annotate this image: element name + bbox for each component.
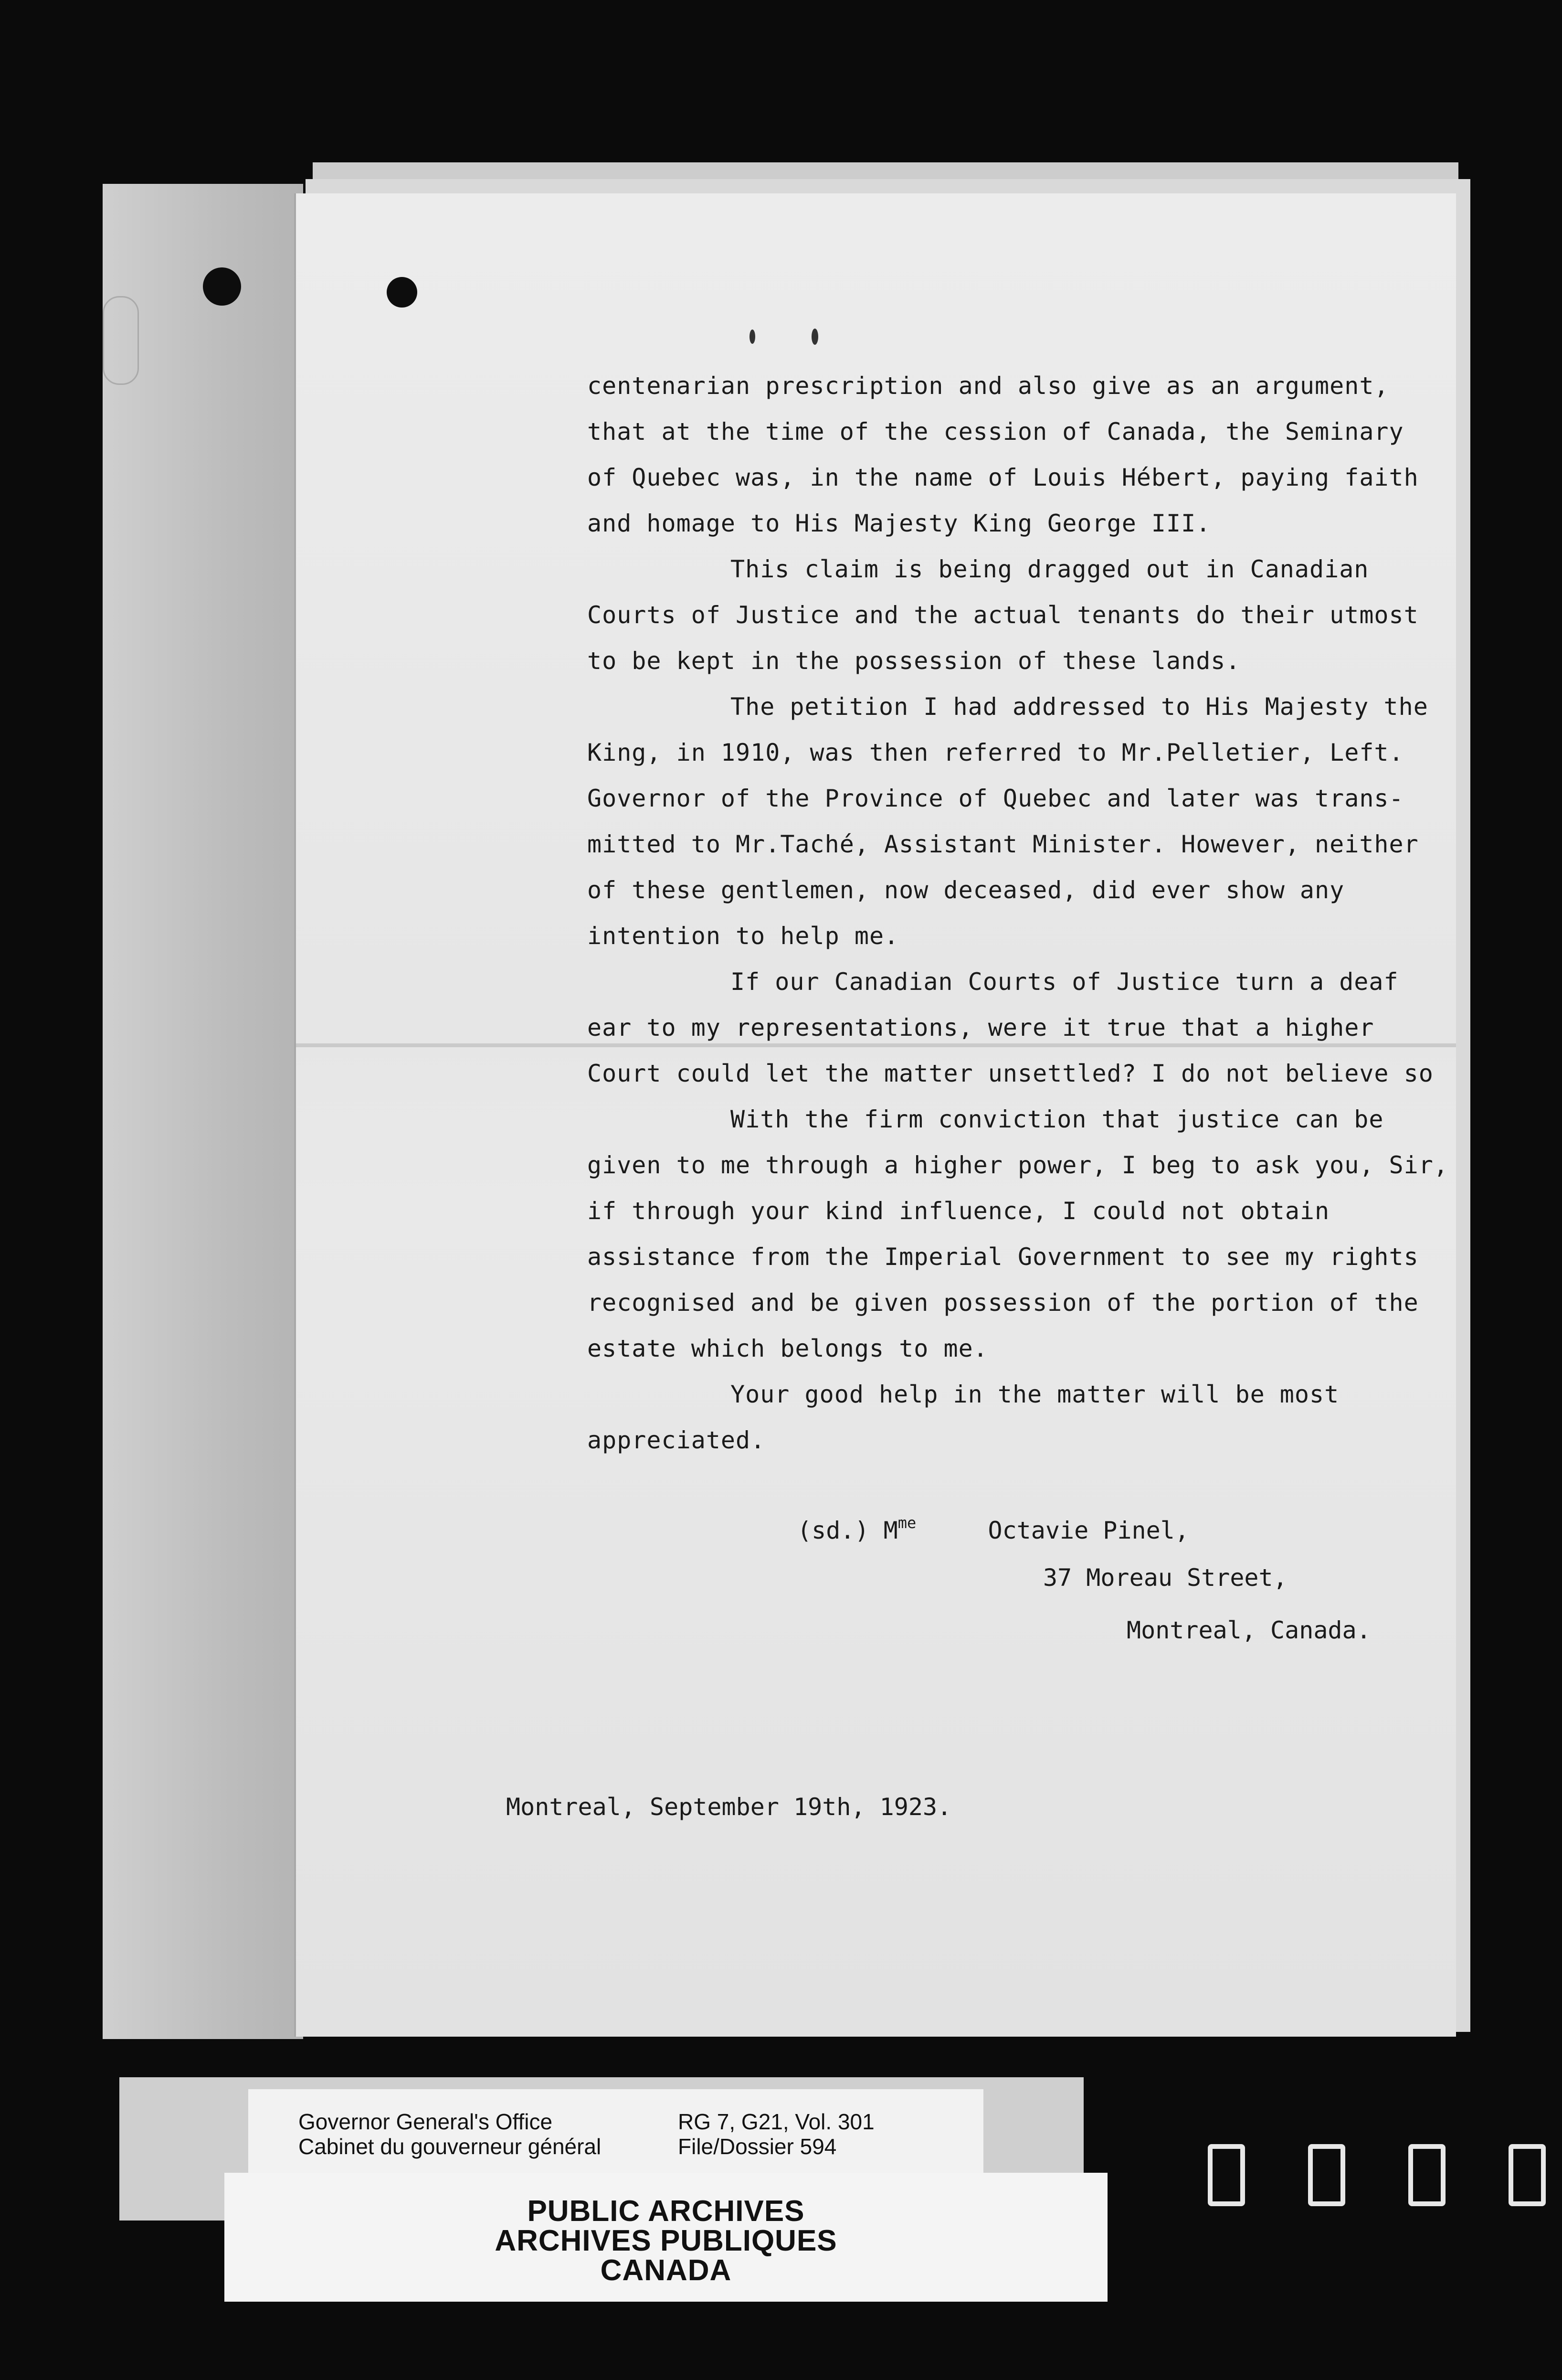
- letter-line: appreciated.: [587, 1426, 766, 1454]
- letter-date: Montreal, September 19th, 1923.: [506, 1793, 952, 1821]
- letter-line: King, in 1910, was then referred to Mr.Pelletier, Left.: [587, 739, 1404, 766]
- signatory-name: Octavie Pinel,: [988, 1517, 1189, 1544]
- letter-line: centenarian prescription and also give as an argument,: [587, 372, 1389, 400]
- frame-digit: [1308, 2144, 1345, 2206]
- signature-title: me: [897, 1514, 917, 1532]
- address-line: 37 Moreau Street,: [1043, 1564, 1288, 1592]
- letter-line: This claim is being dragged out in Canadian: [730, 555, 1369, 583]
- ink-mark: [812, 329, 818, 345]
- frame-digit: [1208, 2144, 1245, 2206]
- letter-line: of Quebec was, in the name of Louis Hébert, paying faith: [587, 464, 1419, 491]
- catalog-label: [248, 2089, 983, 2180]
- archives-line-country: CANADA: [600, 2254, 732, 2287]
- punch-hole: [387, 277, 417, 308]
- stamp-impression: [103, 296, 139, 385]
- letter-line: If our Canadian Courts of Justice turn a deaf: [730, 968, 1399, 996]
- letter-line: Courts of Justice and the actual tenants do their utmost: [587, 601, 1419, 629]
- letter-line: estate which belongs to me.: [587, 1335, 988, 1362]
- letter-line: Your good help in the matter will be most: [730, 1381, 1340, 1408]
- file-number: File/Dossier 594: [678, 2134, 837, 2159]
- letter-line: and homage to His Majesty King George III.: [587, 510, 1211, 537]
- folder-cover: [103, 184, 303, 2039]
- letter-line: mitted to Mr.Taché, Assistant Minister. However, neither: [587, 830, 1419, 858]
- letter-line: With the firm conviction that justice can be: [730, 1105, 1384, 1133]
- letter-line: The petition I had addressed to His Majesty the: [730, 693, 1428, 721]
- frame-digit: [1408, 2144, 1446, 2206]
- letter-line: to be kept in the possession of these lands.: [587, 647, 1241, 675]
- letter-line: if through your kind influence, I could not obtain: [587, 1197, 1330, 1225]
- signature-prefix: (sd.) M: [797, 1517, 898, 1544]
- letter-line: given to me through a higher power, I beg to ask you, Sir,: [587, 1151, 1448, 1179]
- archives-line-fr: ARCHIVES PUBLIQUES: [495, 2224, 837, 2257]
- letter-line: that at the time of the cession of Canada, the Seminary: [587, 418, 1404, 446]
- archives-line-en: PUBLIC ARCHIVES: [527, 2195, 805, 2228]
- office-english: Governor General's Office: [298, 2109, 553, 2134]
- signature-line: [797, 1514, 1189, 1544]
- letter-line: Governor of the Province of Quebec and later was trans-: [587, 785, 1404, 812]
- letter-line: assistance from the Imperial Government to see my rights: [587, 1243, 1419, 1271]
- letter-line: recognised and be given possession of the portion of the: [587, 1289, 1419, 1317]
- frame-digit: [1509, 2144, 1546, 2206]
- frame-number: [1208, 2144, 1562, 2221]
- ink-mark: [749, 329, 755, 344]
- address-city: Montreal, Canada.: [1127, 1616, 1371, 1644]
- letter-body: [587, 363, 1448, 1463]
- punch-hole: [203, 267, 241, 306]
- letter-line: intention to help me.: [587, 922, 899, 950]
- letter-line: ear to my representations, were it true that a higher: [587, 1014, 1374, 1041]
- record-group-reference: RG 7, G21, Vol. 301: [678, 2109, 875, 2134]
- letter-line: of these gentlemen, now deceased, did ever show any: [587, 876, 1345, 904]
- archives-label: [224, 2173, 1108, 2302]
- letter-line: Court could let the matter unsettled? I do not believe so: [587, 1060, 1434, 1087]
- office-french: Cabinet du gouverneur général: [298, 2134, 602, 2159]
